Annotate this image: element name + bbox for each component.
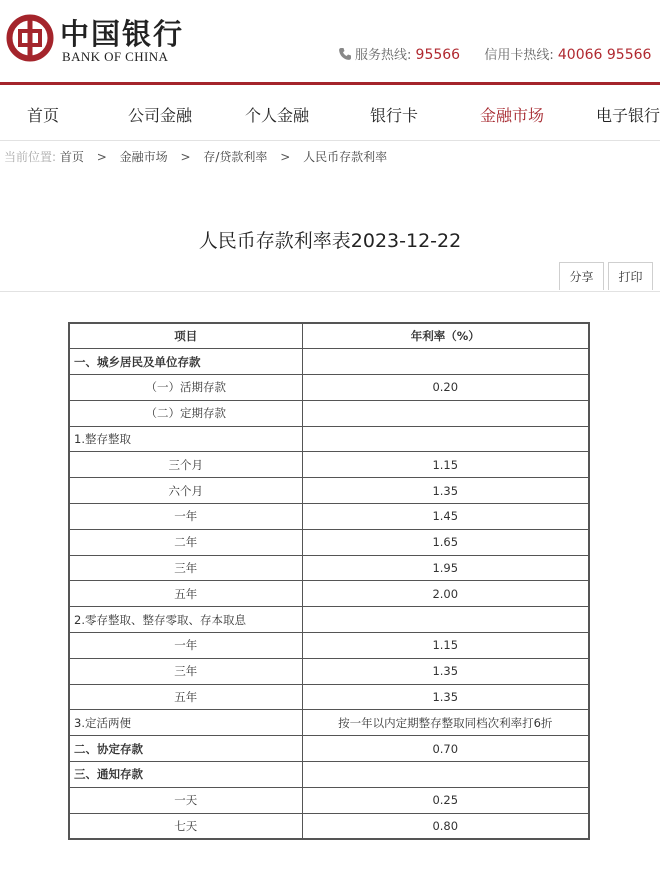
- service-hotline-label: 服务热线:: [355, 48, 412, 63]
- row-item-cell: 七天: [69, 813, 302, 839]
- breadcrumb-chevron-icon: >: [96, 150, 107, 164]
- nav-item-e-banking[interactable]: 电子银行: [596, 106, 660, 125]
- row-item-cell: 二年: [69, 529, 302, 555]
- row-rate-cell: 0.80: [302, 813, 589, 839]
- nav-item-financial-markets[interactable]: 金融市场: [480, 106, 545, 125]
- row-item-cell: 一天: [69, 787, 302, 813]
- site-header: [0, 0, 660, 82]
- row-rate-cell: 按一年以内定期整存整取同档次利率打6折: [302, 710, 589, 736]
- page-title: 人民币存款利率表2023-12-22: [198, 230, 462, 252]
- row-rate-cell: 0.70: [302, 736, 589, 762]
- table-row: [69, 787, 589, 813]
- row-item-cell: （一）活期存款: [69, 375, 302, 401]
- deposit-rates-table: [68, 322, 590, 840]
- row-rate-cell: 1.65: [302, 529, 589, 555]
- nav-item-personal-banking[interactable]: 个人金融: [245, 106, 310, 125]
- row-item-cell: 二、协定存款: [69, 736, 302, 762]
- table-row: [69, 813, 589, 839]
- nav-item-bank-cards[interactable]: 银行卡: [370, 106, 419, 125]
- row-item-cell: 3.定活两便: [69, 710, 302, 736]
- table-row: [69, 633, 589, 659]
- content-divider: [0, 291, 660, 292]
- row-rate-cell: 1.95: [302, 555, 589, 581]
- row-item-cell: 一年: [69, 504, 302, 530]
- row-rate-cell: 0.20: [302, 375, 589, 401]
- table-row: [69, 452, 589, 478]
- table-row: [69, 375, 589, 401]
- row-item-cell: 2.零存整取、整存零取、存本取息: [69, 607, 302, 633]
- row-rate-cell: [302, 426, 589, 452]
- row-item-cell: 一年: [69, 633, 302, 659]
- row-item-cell: 五年: [69, 684, 302, 710]
- breadcrumb-label: 当前位置:: [4, 150, 57, 164]
- table-row: [69, 349, 589, 375]
- table-row: [69, 581, 589, 607]
- breadcrumb-chevron-icon: >: [280, 150, 291, 164]
- row-rate-cell: [302, 762, 589, 788]
- table-body: [69, 349, 589, 839]
- row-item-cell: 三、通知存款: [69, 762, 302, 788]
- row-item-cell: 六个月: [69, 478, 302, 504]
- breadcrumb: [4, 148, 387, 165]
- column-header-annual-rate: 年利率（%）: [302, 323, 589, 349]
- row-rate-cell: 0.25: [302, 787, 589, 813]
- row-item-cell: 五年: [69, 581, 302, 607]
- table-row: [69, 400, 589, 426]
- row-item-cell: 一、城乡居民及单位存款: [69, 349, 302, 375]
- table-row: [69, 710, 589, 736]
- column-header-item: 项目: [69, 323, 302, 349]
- nav-item-corporate-banking[interactable]: 公司金融: [128, 106, 193, 125]
- logo-chinese-name[interactable]: 中国银行: [60, 17, 185, 51]
- table-row: [69, 426, 589, 452]
- table-row: [69, 736, 589, 762]
- table-row: [69, 555, 589, 581]
- service-hotline-number: 95566: [415, 47, 461, 63]
- breadcrumb-financial-markets-link[interactable]: 金融市场: [119, 150, 168, 164]
- nav-item-home[interactable]: 首页: [27, 106, 60, 125]
- table-row: [69, 504, 589, 530]
- row-rate-cell: 1.15: [302, 633, 589, 659]
- table-row: [69, 478, 589, 504]
- print-button[interactable]: 打印: [608, 262, 653, 290]
- row-item-cell: 三个月: [69, 452, 302, 478]
- row-rate-cell: [302, 607, 589, 633]
- breadcrumb-deposit-loan-rates-link[interactable]: 存/贷款利率: [203, 150, 268, 164]
- row-rate-cell: [302, 400, 589, 426]
- row-rate-cell: 1.35: [302, 684, 589, 710]
- table-row: [69, 658, 589, 684]
- credit-card-hotline-number: 40066 95566: [557, 47, 652, 63]
- row-item-cell: 三年: [69, 658, 302, 684]
- hotlines: [338, 44, 651, 63]
- row-rate-cell: 1.35: [302, 478, 589, 504]
- logo-english-name[interactable]: BANK OF CHINA: [62, 49, 169, 64]
- row-rate-cell: 1.35: [302, 658, 589, 684]
- table-row: [69, 762, 589, 788]
- row-rate-cell: 2.00: [302, 581, 589, 607]
- breadcrumb-home-link[interactable]: 首页: [59, 150, 84, 164]
- breadcrumb-chevron-icon: >: [180, 150, 191, 164]
- row-rate-cell: 1.45: [302, 504, 589, 530]
- row-item-cell: 三年: [69, 555, 302, 581]
- breadcrumb-current-page: 人民币存款利率: [303, 150, 388, 164]
- row-item-cell: 1.整存整取: [69, 426, 302, 452]
- share-button[interactable]: 分享: [559, 262, 604, 290]
- row-item-cell: （二）定期存款: [69, 400, 302, 426]
- table-row: [69, 529, 589, 555]
- credit-card-hotline-label: 信用卡热线:: [484, 48, 554, 63]
- row-rate-cell: 1.15: [302, 452, 589, 478]
- bank-of-china-logo-icon[interactable]: [6, 14, 54, 62]
- table-row: [69, 607, 589, 633]
- phone-icon: [338, 47, 352, 61]
- row-rate-cell: [302, 349, 589, 375]
- table-row: [69, 684, 589, 710]
- main-nav: [0, 85, 660, 141]
- table-header-row: [69, 323, 589, 349]
